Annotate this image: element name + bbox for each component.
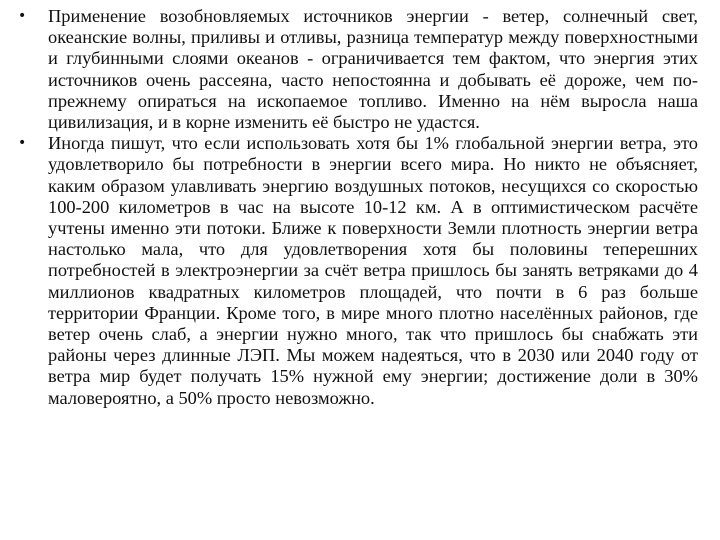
bullet-list <box>18 6 698 409</box>
bullet-icon: • <box>18 8 27 24</box>
bullet-item-renewables <box>18 6 698 133</box>
paragraph-renewables: Применение возобновляемых источников энергии - ветер, солнечный свет, океанские волны, приливы и отливы, разница температур между поверхностными и глубинными слоями океанов - ограничивается тем фактом, что энергия этих источников очень рассеяна, часто непостоянна и добывать её дороже, чем по-прежнему опираться на ископаемое топливо. Именно на нём выросла наша цивилизация, и в корне изменить её быстро не удастся. <box>48 6 698 133</box>
paragraph-wind-energy: Иногда пишут, что если использовать хотя бы 1% глобальной энергии ветра, это удовлетворило бы потребности в энергии всего мира. Но никто не объясняет, каким образом улавливать энергию воздушных потоков, несущихся со скоростью 100-200 километров в час на высоте 10-12 км. А в оптимистическом расчёте учтены именно эти потоки. Ближе к поверхности Земли плотность энергии ветра настолько мала, что для удовлетворения хотя бы половины теперешних потребностей в электроэнергии за счёт ветра пришлось бы занять ветряками до 4 миллионов квадратных километров площадей, что почти в 6 раз больше территории Франции. Кроме того, в мире много плотно населённых районов, где ветер очень слаб, а энергии нужно много, так что пришлось бы снабжать эти районы через длинные ЛЭП. Мы можем надеяться, что в 2030 или 2040 году от ветра мир будет получать 15% нужной ему энергии; достижение доли в 30% маловероятно, а 50% просто невозможно. <box>48 133 698 408</box>
bullet-item-wind-energy <box>18 133 698 409</box>
bullet-icon: • <box>18 135 27 152</box>
